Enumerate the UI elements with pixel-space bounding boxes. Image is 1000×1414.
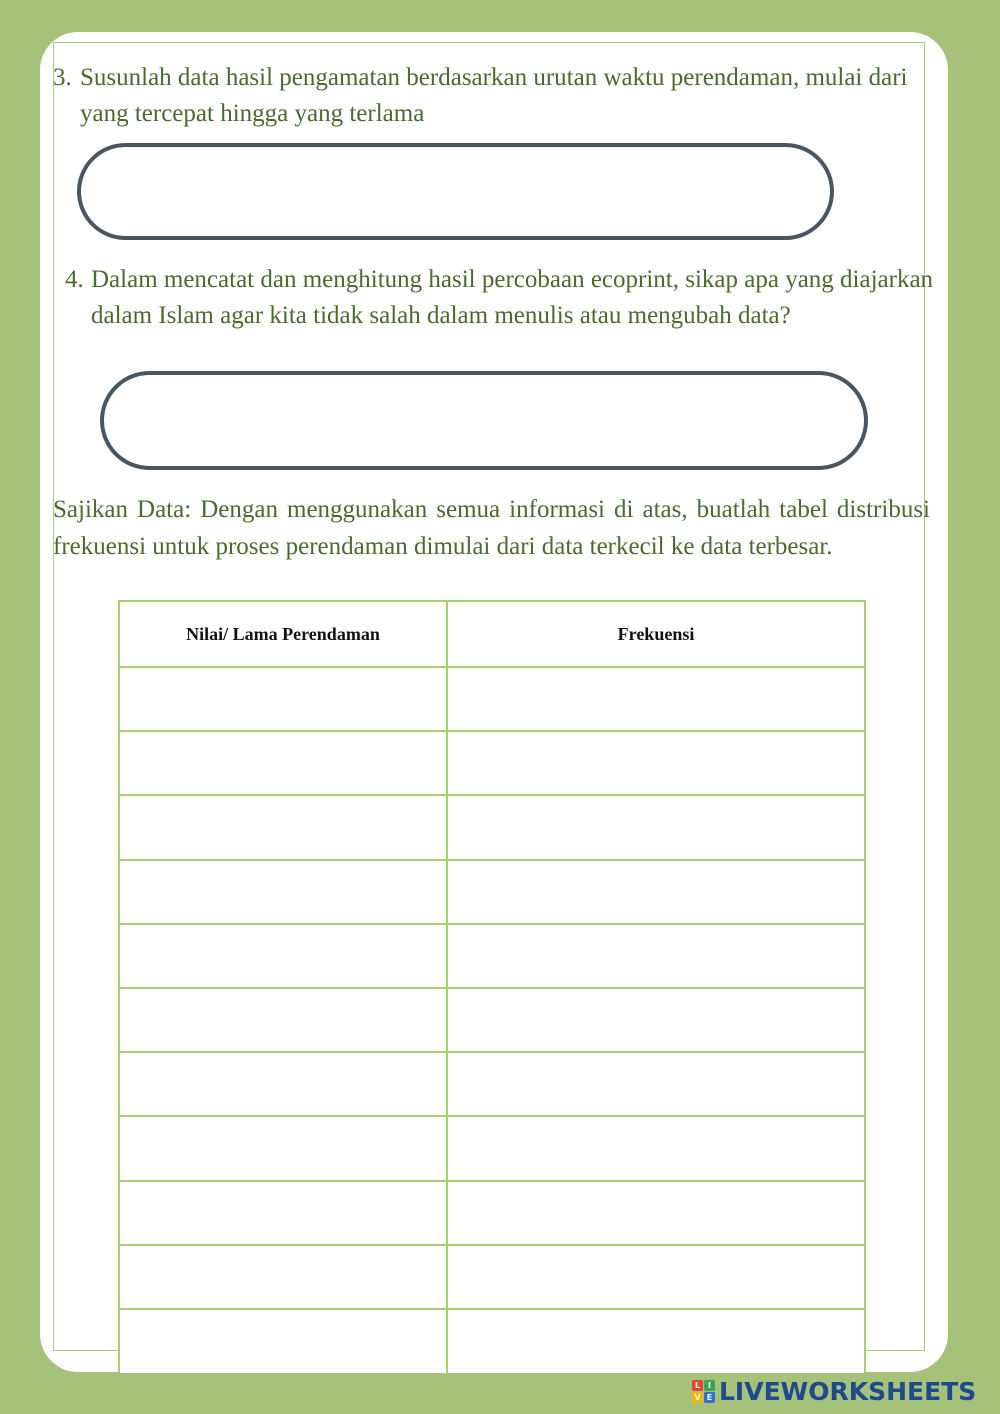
table-row: [119, 1245, 865, 1309]
logo-icon-tile: V: [692, 1392, 703, 1403]
value-cell[interactable]: [119, 1181, 447, 1245]
table-row: [119, 1309, 865, 1373]
table-row: [119, 1052, 865, 1116]
frequency-cell[interactable]: [447, 860, 865, 924]
liveworksheets-logo: [692, 1376, 976, 1406]
table-row: [119, 860, 865, 924]
logo-icon-tile: E: [704, 1392, 715, 1403]
section-instructions: Sajikan Data: Dengan menggunakan semua informasi di atas, buatlah tabel distribusi frekuensi untuk proses perendaman dimulai dari data terkecil ke data terbesar.: [53, 496, 930, 560]
table-header-row: [119, 601, 865, 667]
value-cell[interactable]: [119, 860, 447, 924]
value-cell[interactable]: [119, 731, 447, 795]
table-row: [119, 795, 865, 859]
question-4: [65, 262, 941, 334]
question-3-text: Susunlah data hasil pengamatan berdasarkan urutan waktu perendaman, mulai dari yang tercepat hingga yang terlama: [80, 64, 908, 127]
logo-icon-tile: L: [692, 1380, 703, 1391]
liveworksheets-logo-text: LIVEWORKSHEETS: [719, 1376, 977, 1406]
liveworksheets-logo-icon: [692, 1380, 715, 1403]
question-4-number: 4.: [65, 266, 84, 293]
value-cell[interactable]: [119, 1116, 447, 1180]
value-cell[interactable]: [119, 1309, 447, 1373]
frequency-cell[interactable]: [447, 924, 865, 988]
value-cell[interactable]: [119, 988, 447, 1052]
value-cell[interactable]: [119, 924, 447, 988]
frequency-cell[interactable]: [447, 1309, 865, 1373]
frequency-cell[interactable]: [447, 988, 865, 1052]
table-row: [119, 1181, 865, 1245]
question-3-answer-box[interactable]: [77, 143, 834, 240]
logo-icon-tile: I: [704, 1380, 715, 1391]
header-frequency: Frekuensi: [447, 601, 865, 667]
value-cell[interactable]: [119, 1052, 447, 1116]
table-row: [119, 667, 865, 731]
frequency-cell[interactable]: [447, 1052, 865, 1116]
table-row: [119, 988, 865, 1052]
table-row: [119, 731, 865, 795]
frequency-cell[interactable]: [447, 667, 865, 731]
table-body: [119, 667, 865, 1373]
value-cell[interactable]: [119, 667, 447, 731]
frequency-cell[interactable]: [447, 1181, 865, 1245]
question-4-text: Dalam mencatat dan menghitung hasil percobaan ecoprint, sikap apa yang diajarkan dalam Islam agar kita tidak salah dalam menulis atau mengubah data?: [91, 266, 934, 329]
value-cell[interactable]: [119, 1245, 447, 1309]
question-3-number: 3.: [53, 64, 72, 91]
frequency-cell[interactable]: [447, 1116, 865, 1180]
header-value-duration: Nilai/ Lama Perendaman: [119, 601, 447, 667]
frequency-cell[interactable]: [447, 795, 865, 859]
table-row: [119, 924, 865, 988]
question-4-answer-box[interactable]: [100, 371, 868, 470]
frequency-cell[interactable]: [447, 1245, 865, 1309]
value-cell[interactable]: [119, 795, 447, 859]
question-3: [53, 60, 950, 132]
frequency-table: [118, 600, 866, 1373]
frequency-cell[interactable]: [447, 731, 865, 795]
table-row: [119, 1116, 865, 1180]
